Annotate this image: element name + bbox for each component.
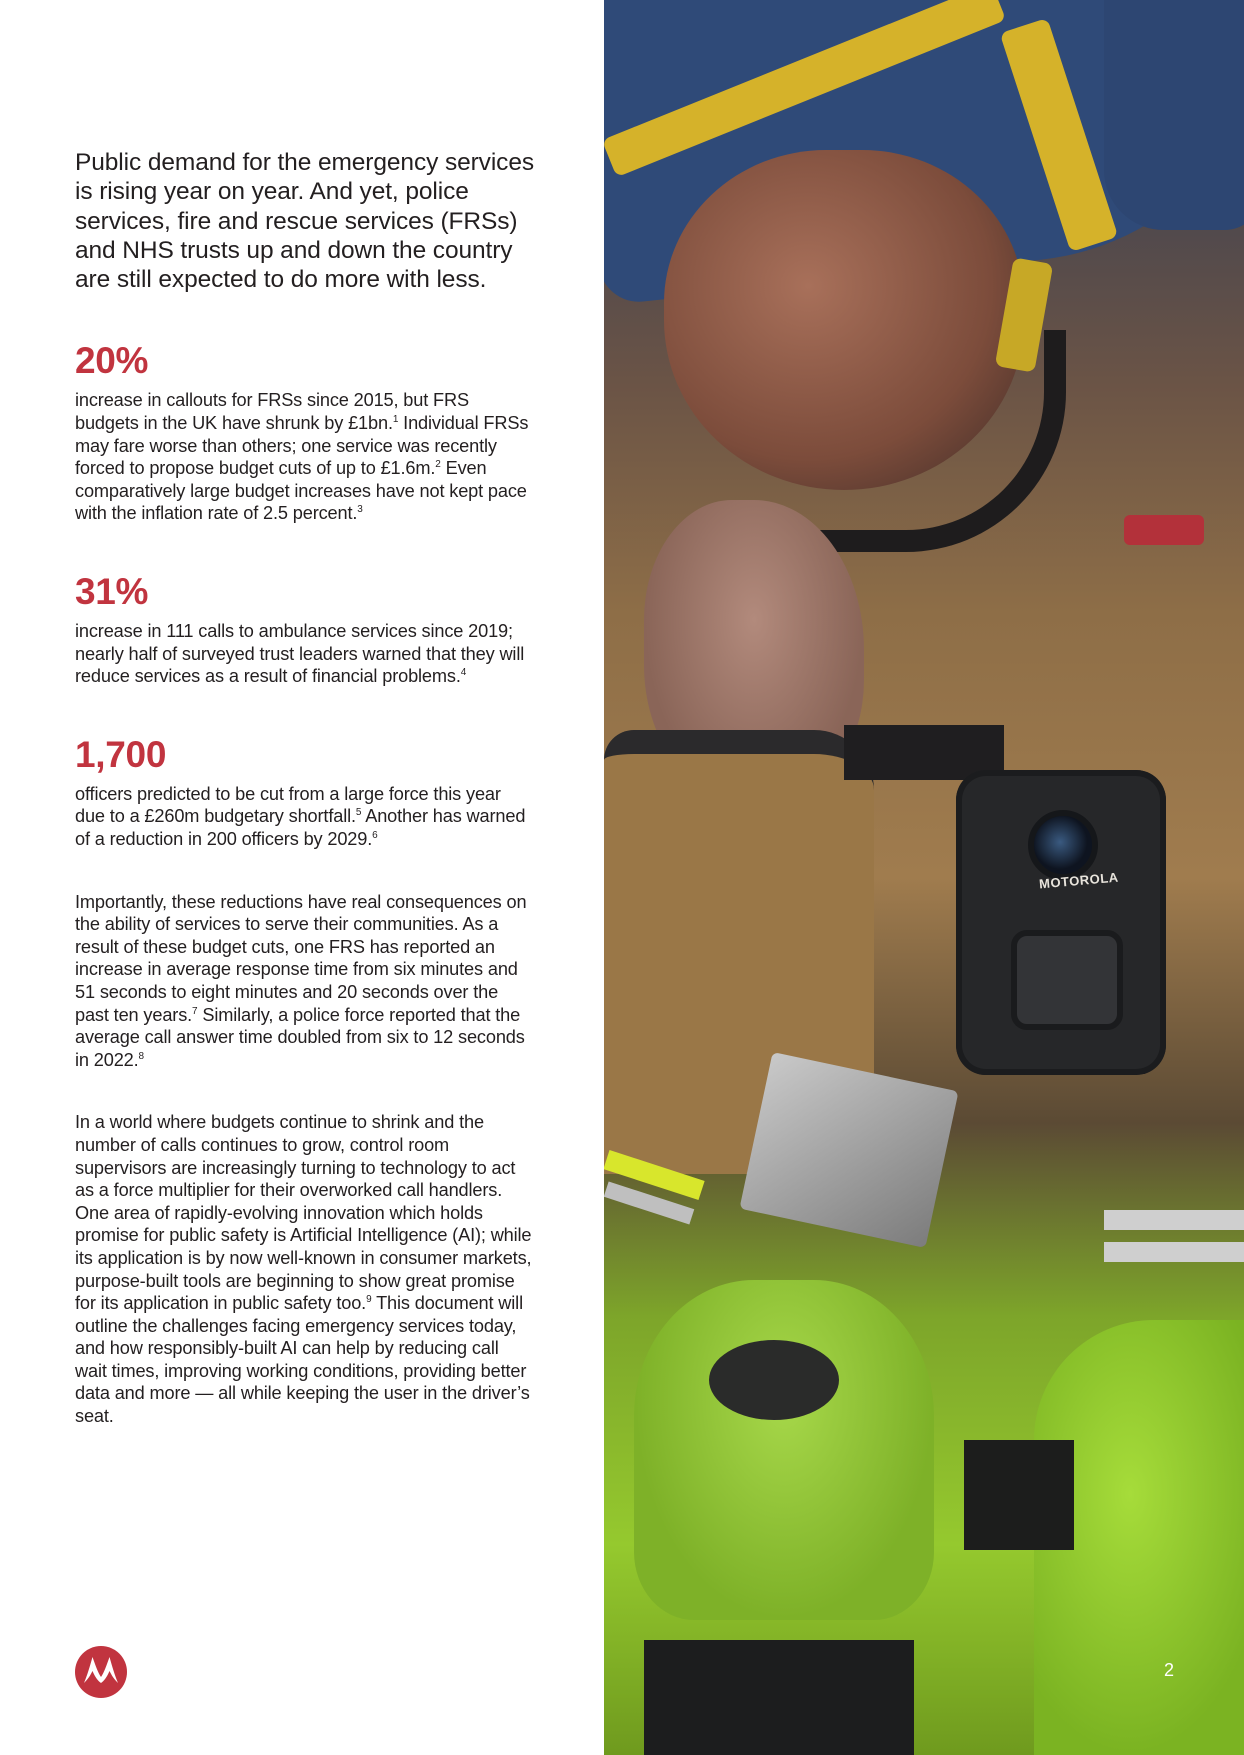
stat-description: increase in callouts for FRSs since 2015, but FRS budgets in the UK have shrunk by £1bn.$^1$ Individual FRSs may fare worse than others; one service was recently forced to propose budget cuts of up to £1.6m.$^2$ Even comparatively large budget increases have not kept pace with the inflation rate of 2.5 percent.$^3$ [75, 390, 529, 524]
helmet-side [1104, 0, 1244, 230]
footnote-ref: 7 [192, 1005, 198, 1017]
stat-block-callouts [75, 341, 535, 525]
text-column [75, 148, 535, 1428]
reflective-stripe-right [1104, 1210, 1244, 1230]
stat-value: 1,700 [75, 733, 167, 775]
stat-value: 31% [75, 571, 149, 613]
stat-description: increase in 111 calls to ambulance services since 2019; nearly half of surveyed trust leaders warned that they will reduce services as a result of financial problems.$^4$ [75, 621, 525, 687]
stat-block-ambulance [75, 572, 535, 688]
footnote-ref: 8 [138, 1050, 144, 1062]
stat-block-officers [75, 735, 535, 851]
glove-cuff [644, 1640, 914, 1755]
firefighter-photo [604, 0, 1244, 1755]
camera-button [1011, 930, 1123, 1030]
glove-shape [634, 1280, 934, 1620]
camera-brand-label: MOTOROLA [1038, 869, 1120, 892]
intro-paragraph: Public demand for the emergency services is rising year on year. And yet, police services, fire and rescue services (FRSs) and NHS trusts up and down the country are still expected to do more with less. [75, 149, 535, 294]
collar-accent [1124, 515, 1204, 545]
motorola-logo-icon [75, 1646, 127, 1698]
page-number: 2 [1164, 1660, 1175, 1680]
footnote-ref: 2 [435, 459, 441, 471]
footnote-ref: 4 [460, 667, 467, 679]
body-paragraph-consequences: Importantly, these reductions have real consequences on the ability of services to serve their communities. As a result of these budget cuts, one FRS has reported an increase in average response time from six minutes and 51 seconds to eight minutes and 20 seconds over the past ten years.$^7$ Similarly, a police force reported that the average call answer time doubled from six to 12 seconds in 2022.$^8$ [75, 891, 527, 1070]
footnote-ref: 6 [372, 830, 378, 842]
footnote-ref: 3 [357, 504, 363, 516]
reflective-stripe-right [1104, 1242, 1244, 1262]
footnote-ref: 9 [366, 1294, 372, 1306]
body-camera [956, 770, 1166, 1075]
glove-opening [709, 1340, 839, 1420]
camera-lens-icon [1028, 810, 1098, 880]
footnote-ref: 1 [392, 414, 399, 426]
velcro-patch [964, 1440, 1074, 1550]
body-paragraph-ai: In a world where budgets continue to shrink and the number of calls continues to grow, control room supervisors are increasingly turning to technology to act as a force multiplier for their overworked call handlers. One area of rapidly-evolving innovation which holds promise for public safety is Artificial Intelligence (AI); while its application is by now well-known in consumer markets, purpose-built tools are beginning to show great promise for its application in public safety too.$^9$ This document will outline the challenges facing emergency services today, and how responsibly-built AI can help by reducing call wait times, improving working conditions, providing better data and more — all while keeping the user in the driver’s seat. [75, 1112, 532, 1427]
footnote-ref: 5 [355, 807, 362, 819]
stat-description: officers predicted to be cut from a large force this year due to a £260m budgetary shortfall.$^5$ Another has warned of a reduction in 200 officers by 2029.$^6$ [75, 783, 526, 850]
silver-pouch [739, 1052, 958, 1248]
stat-value: 20% [75, 340, 149, 382]
